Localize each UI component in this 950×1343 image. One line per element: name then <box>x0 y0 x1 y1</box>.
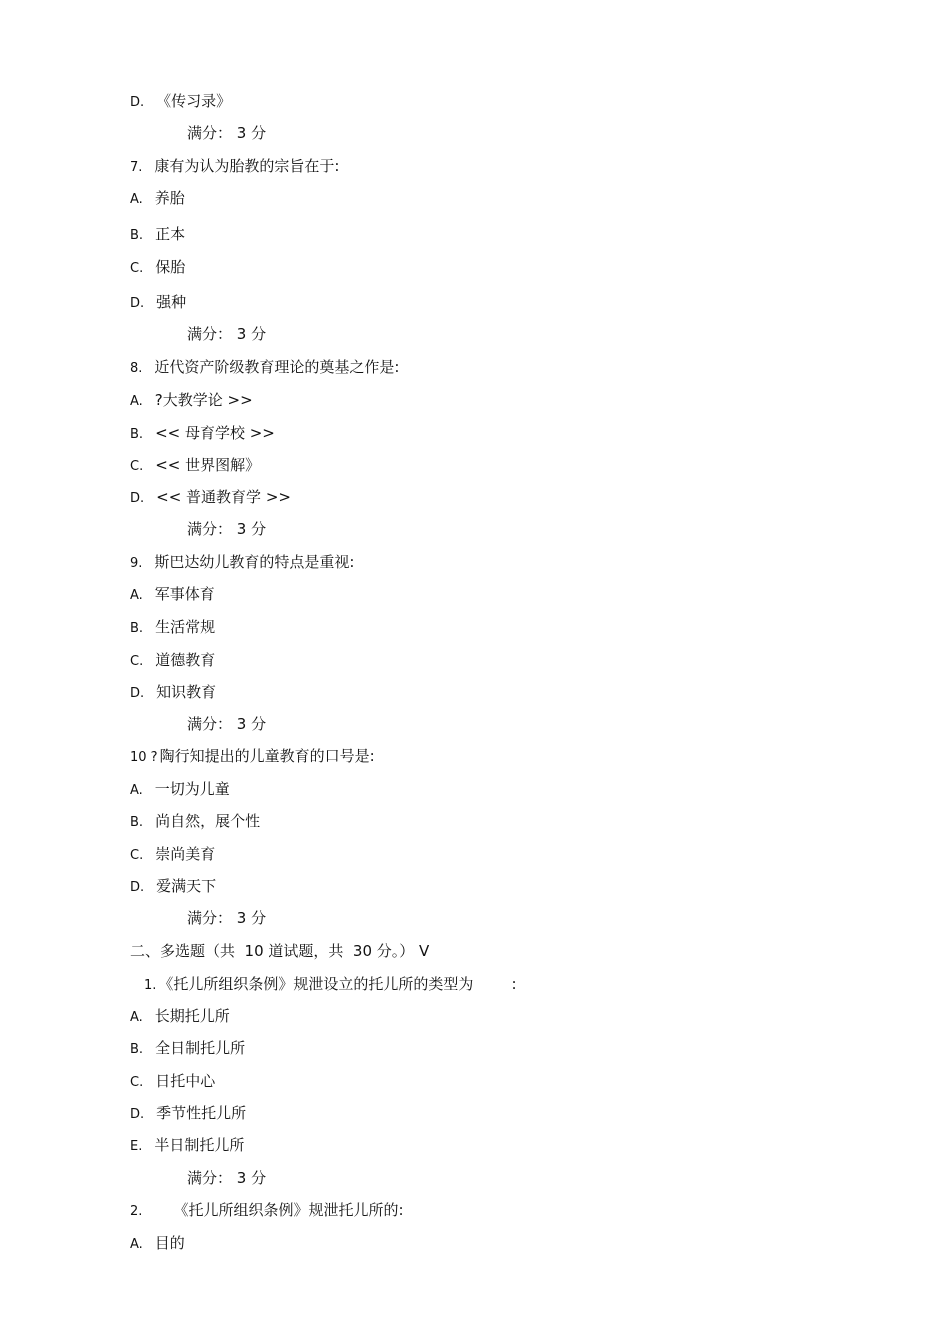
option-line <box>130 1071 215 1093</box>
option-text: 全日制托儿所 <box>155 1039 246 1057</box>
option-label: C. <box>130 654 144 669</box>
option-text: 崇尚美育 <box>155 845 216 863</box>
option-line <box>130 617 215 639</box>
option-label: D. <box>130 686 145 701</box>
option-line <box>130 257 185 279</box>
question-text: 斯巴达幼儿教育的特点是重视: <box>154 553 355 571</box>
option-line <box>130 292 186 314</box>
score-line: 满分： 3 分 <box>187 124 267 142</box>
question-text: 《托儿所组织条例》规泄托儿所的: <box>154 1201 404 1219</box>
question-line <box>130 552 354 574</box>
option-text: 保胎 <box>155 258 186 276</box>
option-line <box>130 423 275 445</box>
option-line <box>130 487 291 509</box>
question-number: 8. <box>130 361 143 376</box>
option-label: C. <box>130 1075 144 1090</box>
option-label: A. <box>130 588 143 603</box>
option-label: E. <box>130 1139 143 1154</box>
question-text: 康有为认为胎教的宗旨在于: <box>154 157 340 175</box>
option-label: C. <box>130 459 144 474</box>
option-line <box>130 1006 230 1028</box>
option-text: 季节性托儿所 <box>156 1104 247 1122</box>
option-line <box>130 650 215 672</box>
score-line: 满分： 3 分 <box>187 909 267 927</box>
option-line <box>130 779 230 801</box>
option-label: C. <box>130 261 144 276</box>
option-label: C. <box>130 848 144 863</box>
option-line <box>130 682 216 704</box>
option-text: 日托中心 <box>155 1072 216 1090</box>
option-text: 爱满天下 <box>156 877 217 895</box>
option-label: A. <box>130 394 143 409</box>
option-label: B. <box>130 427 144 442</box>
option-label: B. <box>130 621 144 636</box>
option-label: B. <box>130 1042 144 1057</box>
option-text: 一切为儿童 <box>154 780 230 798</box>
option-line <box>130 811 260 833</box>
option-label: D. <box>130 95 145 110</box>
option-text: 《传习录》 <box>156 92 232 110</box>
option-label: A. <box>130 192 143 207</box>
question-number: 7. <box>130 160 143 175</box>
option-text: 道德教育 <box>155 651 216 669</box>
option-text: 半日制托儿所 <box>154 1136 245 1154</box>
option-label: D. <box>130 491 145 506</box>
question-number: 2. <box>130 1204 143 1219</box>
option-line <box>130 1135 244 1157</box>
option-label: D. <box>130 880 145 895</box>
question-line <box>130 156 339 178</box>
question-number: 10 ? <box>130 750 158 765</box>
score-line: 满分： 3 分 <box>187 325 267 343</box>
option-text: 军事体育 <box>154 585 215 603</box>
question-line <box>130 1200 404 1222</box>
question-text: 近代资产阶级教育理论的奠基之作是: <box>154 358 400 376</box>
option-label: A. <box>130 1237 143 1252</box>
option-label: A. <box>130 783 143 798</box>
option-text: 生活常规 <box>155 618 216 636</box>
option-line <box>130 455 260 477</box>
question-number: 9. <box>130 556 143 571</box>
question-line <box>130 746 375 768</box>
option-line <box>130 91 231 113</box>
option-label: B. <box>130 228 144 243</box>
option-text: 尚自然，展个性 <box>155 812 261 830</box>
option-text: << 普通教育学 >> <box>156 488 291 506</box>
option-line <box>130 224 185 246</box>
option-text: 知识教育 <box>156 683 217 701</box>
score-line: 满分： 3 分 <box>187 1169 267 1187</box>
option-line <box>130 1038 245 1060</box>
option-line <box>130 390 253 412</box>
option-line <box>130 584 215 606</box>
option-text: 正本 <box>155 225 186 243</box>
option-text: << 母育学校 >> <box>155 424 275 442</box>
option-text: 目的 <box>154 1234 185 1252</box>
option-line <box>130 844 215 866</box>
score-line: 满分： 3 分 <box>187 520 267 538</box>
option-line <box>130 1103 246 1125</box>
question-line <box>130 357 399 379</box>
option-text: 长期托儿所 <box>154 1007 230 1025</box>
option-label: A. <box>130 1010 143 1025</box>
question-line <box>144 974 517 996</box>
option-text: << 世界图解》 <box>155 456 261 474</box>
question-text: 《托儿所组织条例》规泄设立的托儿所的类型为 : <box>158 975 517 993</box>
option-text: 养胎 <box>154 189 185 207</box>
option-label: D. <box>130 296 145 311</box>
option-label: D. <box>130 1107 145 1122</box>
section-heading: 二、多选题（共 10 道试题，共 30 分。） V <box>130 942 430 960</box>
option-label: B. <box>130 815 144 830</box>
option-text: 强种 <box>156 293 187 311</box>
option-line <box>130 1233 185 1255</box>
score-line: 满分： 3 分 <box>187 715 267 733</box>
option-line <box>130 188 185 210</box>
question-number: 1. <box>144 978 157 993</box>
option-line <box>130 876 216 898</box>
question-text: 陶行知提出的儿童教育的口号是: <box>159 747 375 765</box>
option-text: ?大教学论 >> <box>154 391 253 409</box>
